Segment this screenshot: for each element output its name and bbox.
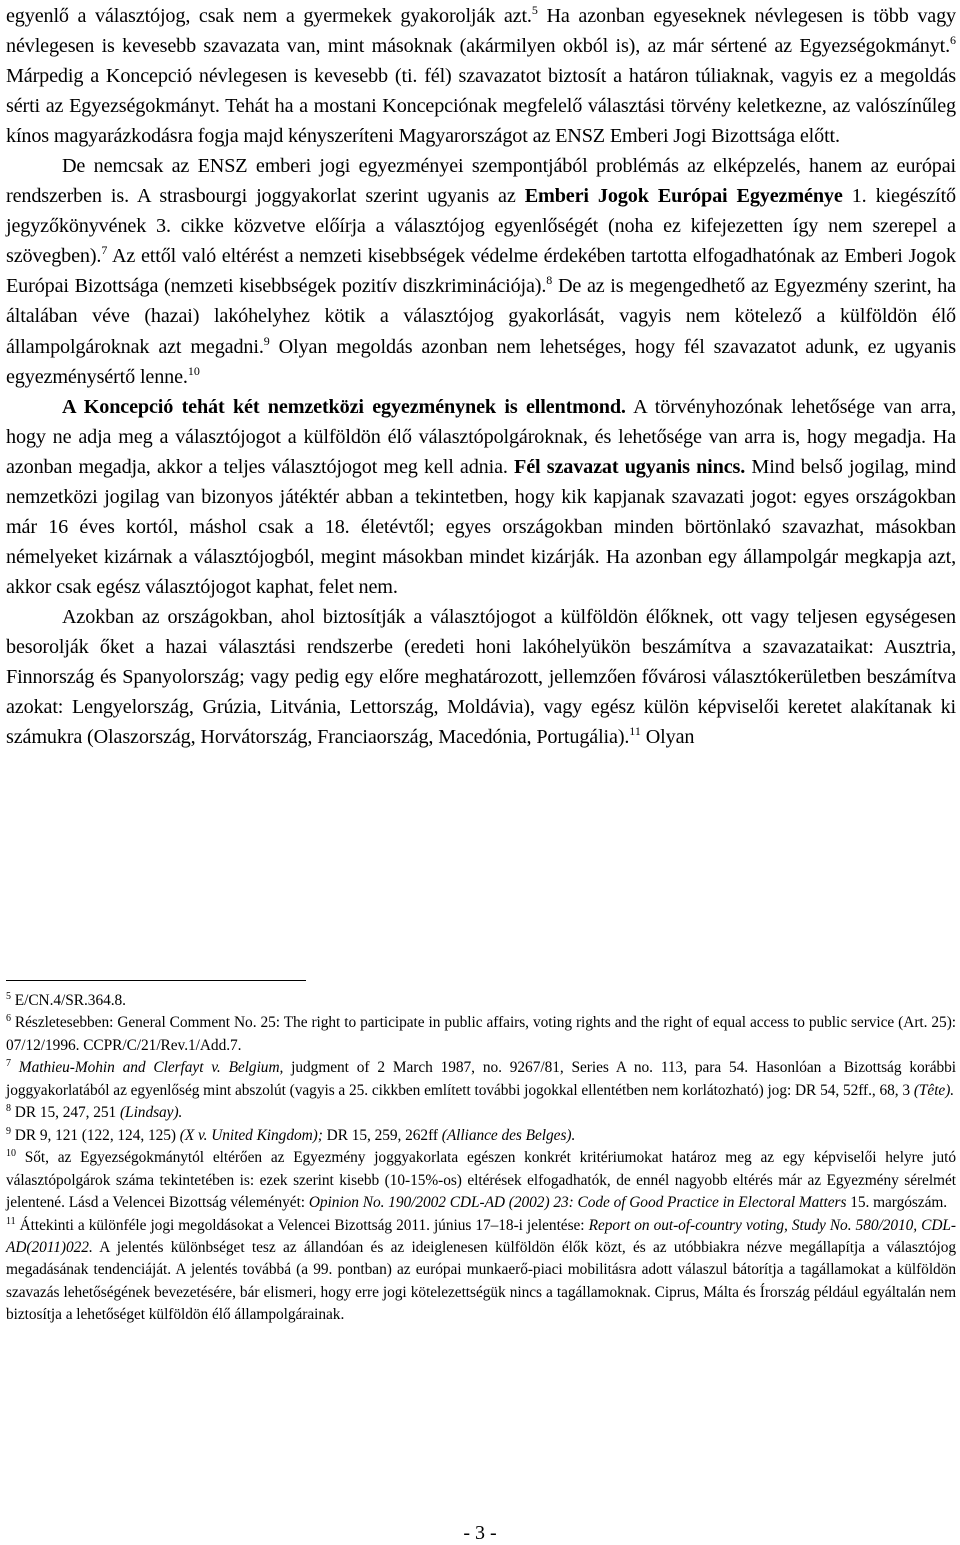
footnote-5: $^5$ E/CN.4/SR.364.8. bbox=[6, 991, 126, 1009]
footnote-6: $^6$ Részletesebben: General Comment No. 25: The right to participate in public affairs, voting rights and the right of equal access to public service (Art. 25): 07/12/1996. CCPR/C/21/Rev.1/Add.7. bbox=[6, 1013, 956, 1054]
paragraph-1: egyenlő a választójog, csak nem a gyermekek gyakorolják azt.$^5$ Ha azonban egyeseknek névlegesen is több vagy névlegesen is kevesebb szavazata van, mint másoknak (akármilyen okból is), az már sértené az Egyezségokmányt.$^6$ Márpedig a Koncepció névlegesen is kevesebb (ti. fél) szavazatot biztosít a határon túliaknak, vagyis ez a megoldás sérti az Egyezségokmányt. Tehát ha a mostani Koncepciónak megfelelő választási törvény keletkezne, az valószínűleg kínos magyarázkodásra fogja majd kényszeríteni Magyarországot az ENSZ Emberi Jogi Bizottsága előtt. bbox=[6, 3, 956, 148]
paragraph-2: De nemcsak az ENSZ emberi jogi egyezményei szempontjából problémás az elképzelés, hanem az európai rendszerben is. A strasbourgi joggyakorlat szerint ugyanis az Emberi Jogok Európai Egyezménye 1. kiegészítő jegyzőkönyvének 3. cikke közvetve előírja a választójog egyenlőségét (noha ez kifejezetten így nem szerepel a szövegben).$^7$ Az ettől való eltérést a nemzeti kisebbségek védelme érdekében tartotta elfogadhatónak az Emberi Jogok Európai Bizottsága (nemzeti kisebbségek pozitív diszkriminációja).$^8$ De az is megengedhető az Egyezmény szerint, ha általában véve (hazai) lakóhelyhez kötik a választójog gyakorlását, vagyis nem kötelező a külföldön élő állampolgároknak azt megadni.$^9$ Olyan megoldás azonban nem lehetséges, hogy fél szavazatot adunk, ez ugyanis egyezménysértő lenne.$^{10}$ bbox=[6, 155, 956, 388]
footnotes bbox=[6, 990, 956, 1327]
footnote-ref-6: 6 bbox=[950, 33, 956, 48]
bold-phrase-convention: Emberi Jogok Európai Egyezménye bbox=[524, 185, 843, 208]
footnote-9: $^9$ DR 9, 121 (122, 124, 125) (X v. United Kingdom); DR 15, 259, 262ff (Alliance des Belges). bbox=[6, 1125, 576, 1144]
body-text bbox=[6, 1, 956, 752]
footnote-10: $^{10}$ Sőt, az Egyezségokmánytól eltérően az Egyezmény joggyakorlata egészen konkrét kritériumokat határoz meg az egy képviselői helyre jutó választópolgárok száma tekintetében is: ezek szerint kisebb (10-15%-os) eltérések elfogadhatók, de ennél nagyobb eltérés már az Egyezmény sérelmét jelentené. Lásd a Velencei Bizottság véleményét: Opinion No. 190/2002 CDL-AD (2002) 23: Code of Good Practice in Electoral Matters 15. margószám. bbox=[6, 1148, 956, 1212]
paragraph-3: A Koncepció tehát két nemzetközi egyezménynek is ellentmond. A törvényhozónak lehetősége van arra, hogy ne adja meg a választójogot a külföldön élő választópolgároknak, és lehetősége van arra is, hogy megadja. Ha azonban megadja, akkor a teljes választójogot meg kell adnia. Fél szavazat ugyanis nincs. Mind belső jogilag, mind nemzetközi jogilag van bizonyos játéktér abban a tekintetben, hogy kik kapjanak szavazati jogot: egyes országokban már 16 éves kortól, máshol csak a 18. életévtől; egyes országokban minden börtönlakó szavazhat, másokban némelyeket kizárnak a választójogból, megint másokban mindet kizárják. Ha azonban egy állampolgár megkapja azt, akkor csak egész választójogot kaphat, felet nem. bbox=[6, 395, 957, 598]
footnote-11: $^{11}$ Áttekinti a különféle jogi megoldásokat a Velencei Bizottság 2011. június 17–18-i jelentése: Report on out-of-country voting, Study No. 580/2010, CDL-AD(2011)022. A jelentés különbséget tesz az állandóan és az ideiglenesen külföldön élők közt, és az utóbbiakra nézve megállapítja a választójog megadásának tendenciáját. A jelentés továbbá (a 99. pontban) az európai munkaerő-piaci mobilitásra adott válaszul bátorítja a tagállamokat a külföldön szavazás lehetőségének bevezetésére, bár elismeri, hogy erre jogi kötelezettségük nincs a tagállamoknak. Ciprus, Málta és Írország például egyáltalán nem biztosítja a lehetőséget külföldön élő állampolgárainak. bbox=[6, 1215, 957, 1324]
footnote-ref-11: 11 bbox=[629, 724, 641, 739]
footnote-ref-8: 8 bbox=[546, 273, 553, 288]
bold-phrase-no-half-vote: Fél szavazat ugyanis nincs. bbox=[514, 455, 746, 478]
footnote-ref-9: 9 bbox=[263, 333, 270, 348]
footnote-8: $^8$ DR 15, 247, 251 (Lindsay). bbox=[6, 1103, 183, 1122]
footnote-separator bbox=[6, 980, 306, 981]
footnote-ref-10: 10 bbox=[187, 363, 200, 378]
footnote-7: $^7$ Mathieu-Mohin and Clerfayt v. Belgium, judgment of 2 March 1987, no. 9267/81, Series A no. 113, para 54. Hasonlóan a Bizottság korábbi joggyakorlatából az egyenlőség mint abszolút (vagyis a 25. cikkben említett további jogokkal ellentétben nem korlátozható) jog: DR 54, 52ff., 68, 3 (Tête). bbox=[6, 1058, 956, 1099]
paragraph-4: Azokban az országokban, ahol biztosítják a választójogot a külföldön élőknek, ott vagy teljesen egységesen besorolják őket a hazai választási rendszerbe (eredeti honi lakóhelyükön beszámítva a szavazataikat: Ausztria, Finnország és Spanyolország; vagy pedig egy előre meghatározott, jellemzően fővárosi választókerületben beszámítva azokat: Lengyelország, Grúzia, Litvánia, Lettország, Moldávia), vagy egész külön képviselői keretet alakítanak ki számukra (Olaszország, Horvátország, Franciaország, Macedónia, Portugália).$^{11}$ Olyan bbox=[6, 605, 956, 749]
page-number: - 3 - bbox=[463, 1522, 497, 1544]
footnote-ref-5: 5 bbox=[531, 3, 538, 17]
bold-phrase-contradiction: A Koncepció tehát két nemzetközi egyezménynek is ellentmond. bbox=[62, 395, 626, 418]
footnote-ref-7: 7 bbox=[101, 243, 108, 258]
